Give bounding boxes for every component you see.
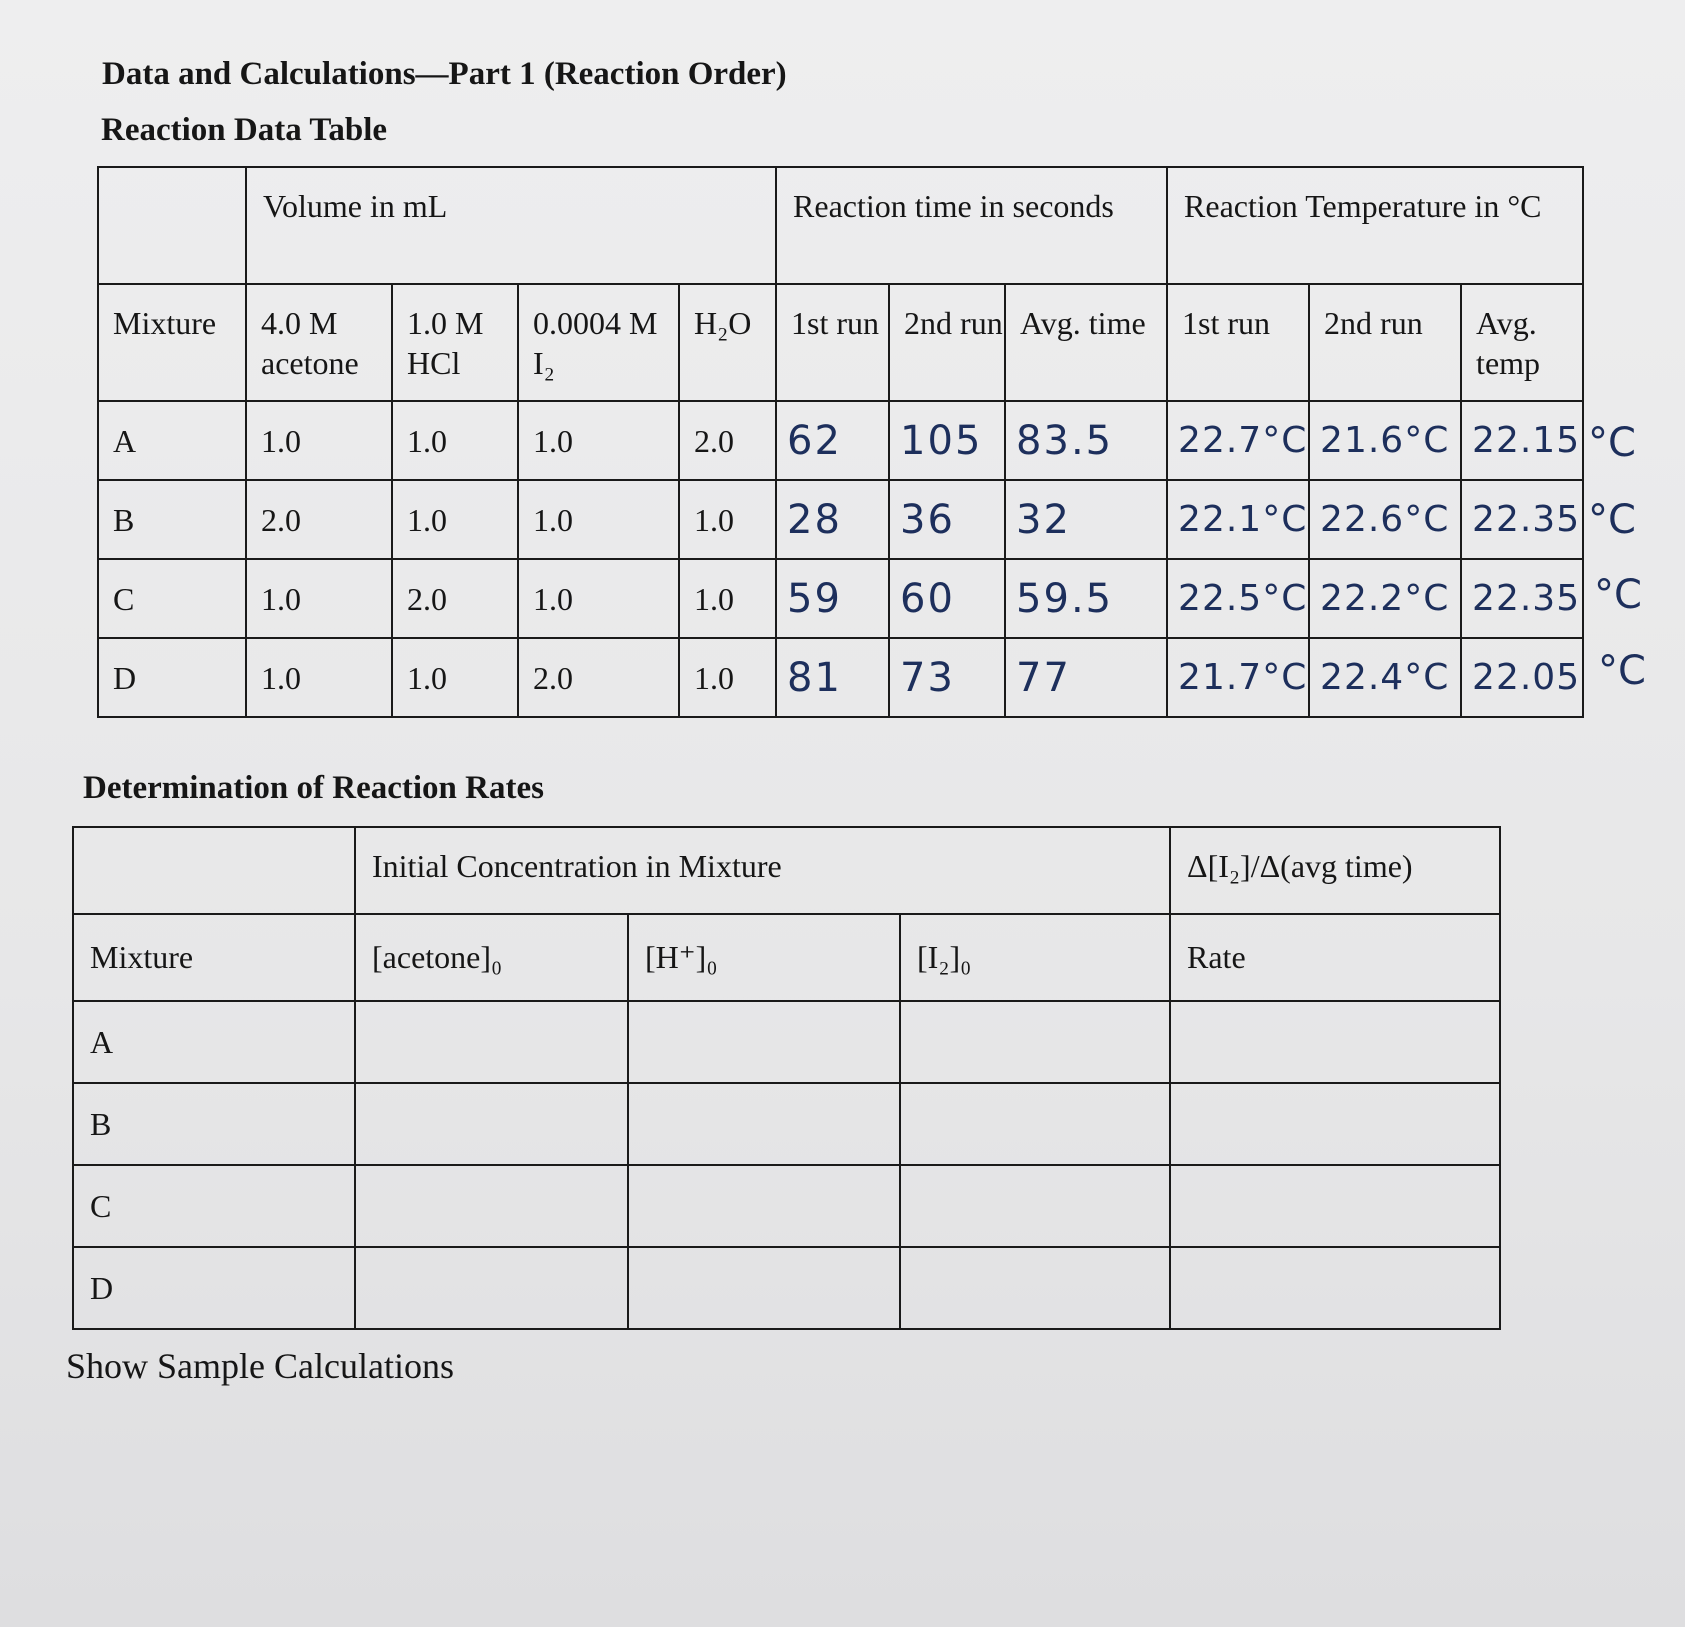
- mixture-label: C: [90, 1188, 112, 1224]
- table-row: [73, 1001, 1500, 1083]
- handwritten-value: 60: [900, 575, 955, 622]
- col-header: 4.0 M acetone: [246, 284, 392, 401]
- table-row: C 1.0 2.0 1.0 1.0 59 60 59.5 22.5°C 22.2°C 22.35: [98, 559, 1583, 638]
- table-row: [73, 1083, 1500, 1165]
- table-row: B 2.0 1.0 1.0 1.0 28 36 32 22.1°C 22.6°C 22.35: [98, 480, 1583, 559]
- temp-group-header: Reaction Temperature in °C: [1167, 167, 1583, 284]
- col-header: Rate: [1170, 914, 1500, 1001]
- table-row: A 1.0 1.0 1.0 2.0 62 105 83.5 22.7°C 21.6°C 22.15: [98, 401, 1583, 480]
- col-header: H₂O: [679, 284, 776, 401]
- col-header: Avg. time: [1005, 284, 1167, 401]
- mixture-label: B: [113, 501, 135, 538]
- sample-calculations-label: Show Sample Calculations: [66, 1346, 454, 1386]
- col-header: 1.0 M HCl: [392, 284, 518, 401]
- col-header: Mixture: [98, 284, 246, 401]
- col-header: 2nd run: [889, 284, 1005, 401]
- blank-cell[interactable]: [628, 1083, 900, 1165]
- handwritten-value: 22.35: [1472, 499, 1581, 540]
- col-header: 2nd run: [1309, 284, 1461, 401]
- handwritten-value: 77: [1016, 654, 1071, 701]
- blank-cell[interactable]: [628, 1247, 900, 1329]
- blank-cell[interactable]: [355, 1165, 628, 1247]
- blank-cell[interactable]: [1170, 1247, 1500, 1329]
- handwritten-value: 62: [787, 417, 842, 464]
- initial-concentration-header: Initial Concentration in Mixture: [355, 827, 1170, 914]
- mixture-label: D: [90, 1270, 114, 1306]
- time-group-header: Reaction time in seconds: [776, 167, 1167, 284]
- handwritten-value: 28: [787, 496, 842, 543]
- handwritten-value: 22.7°C: [1178, 420, 1308, 461]
- handwritten-value: 22.4°C: [1320, 657, 1450, 698]
- col-header: Avg. temp: [1461, 284, 1583, 401]
- handwritten-value: 22.15: [1472, 420, 1581, 461]
- handwritten-value: 21.6°C: [1320, 420, 1450, 461]
- col-header: 0.0004 M I₂: [518, 284, 679, 401]
- blank-cell[interactable]: [1170, 1165, 1500, 1247]
- handwritten-value: 59: [787, 575, 842, 622]
- handwritten-value: 22.6°C: [1320, 499, 1450, 540]
- table-row: [73, 1165, 1500, 1247]
- col-header: [acetone]₀: [355, 914, 628, 1001]
- col-header: [I₂]₀: [900, 914, 1170, 1001]
- col-header: Mixture: [73, 914, 355, 1001]
- handwritten-value: 21.7°C: [1178, 657, 1308, 698]
- col-header: [H⁺]₀: [628, 914, 900, 1001]
- blank-cell[interactable]: [355, 1001, 628, 1083]
- table-row: [73, 1247, 1500, 1329]
- mixture-label: B: [90, 1106, 112, 1142]
- reaction-data-table: [97, 166, 1584, 718]
- blank-header-cell: [73, 827, 355, 914]
- blank-cell[interactable]: [1170, 1001, 1500, 1083]
- page-title: Data and Calculations—Part 1 (Reaction Order): [102, 56, 787, 92]
- delta-header: Δ[I₂]/Δ(avg time): [1170, 827, 1500, 914]
- handwritten-value: 73: [900, 654, 955, 701]
- volume-group-header: Volume in mL: [246, 167, 776, 284]
- reaction-rates-table: [72, 826, 1501, 1330]
- handwritten-value: 81: [787, 654, 842, 701]
- unit-suffix: °C: [1588, 420, 1636, 466]
- table-row: D 1.0 1.0 2.0 1.0 81 73 77 21.7°C 22.4°C 22.05: [98, 638, 1583, 717]
- handwritten-value: 22.1°C: [1178, 499, 1308, 540]
- col-header: 1st run: [776, 284, 889, 401]
- handwritten-value: 22.05: [1472, 657, 1581, 698]
- rates-table-heading: Determination of Reaction Rates: [83, 770, 544, 806]
- mixture-label: C: [113, 580, 135, 617]
- blank-cell[interactable]: [900, 1247, 1170, 1329]
- mixture-label: A: [90, 1024, 114, 1060]
- unit-suffix: °C: [1588, 497, 1636, 543]
- blank-cell[interactable]: [900, 1083, 1170, 1165]
- handwritten-value: 22.35: [1472, 578, 1581, 619]
- handwritten-value: 36: [900, 496, 955, 543]
- blank-cell[interactable]: [900, 1001, 1170, 1083]
- mixture-label: A: [113, 422, 137, 459]
- blank-cell[interactable]: [355, 1083, 628, 1165]
- blank-cell[interactable]: [1170, 1083, 1500, 1165]
- handwritten-value: 59.5: [1016, 575, 1114, 622]
- blank-cell[interactable]: [628, 1001, 900, 1083]
- mixture-label: D: [113, 659, 137, 696]
- col-header: 1st run: [1167, 284, 1309, 401]
- handwritten-value: 32: [1016, 496, 1071, 543]
- blank-cell[interactable]: [900, 1165, 1170, 1247]
- unit-suffix: °C: [1598, 648, 1646, 694]
- handwritten-value: 83.5: [1016, 417, 1114, 464]
- handwritten-value: 22.2°C: [1320, 578, 1450, 619]
- unit-suffix: °C: [1594, 572, 1642, 618]
- handwritten-value: 105: [900, 417, 983, 464]
- blank-header-cell: [98, 167, 246, 284]
- handwritten-value: 22.5°C: [1178, 578, 1308, 619]
- blank-cell[interactable]: [628, 1165, 900, 1247]
- reaction-table-heading: Reaction Data Table: [101, 112, 388, 148]
- blank-cell[interactable]: [355, 1247, 628, 1329]
